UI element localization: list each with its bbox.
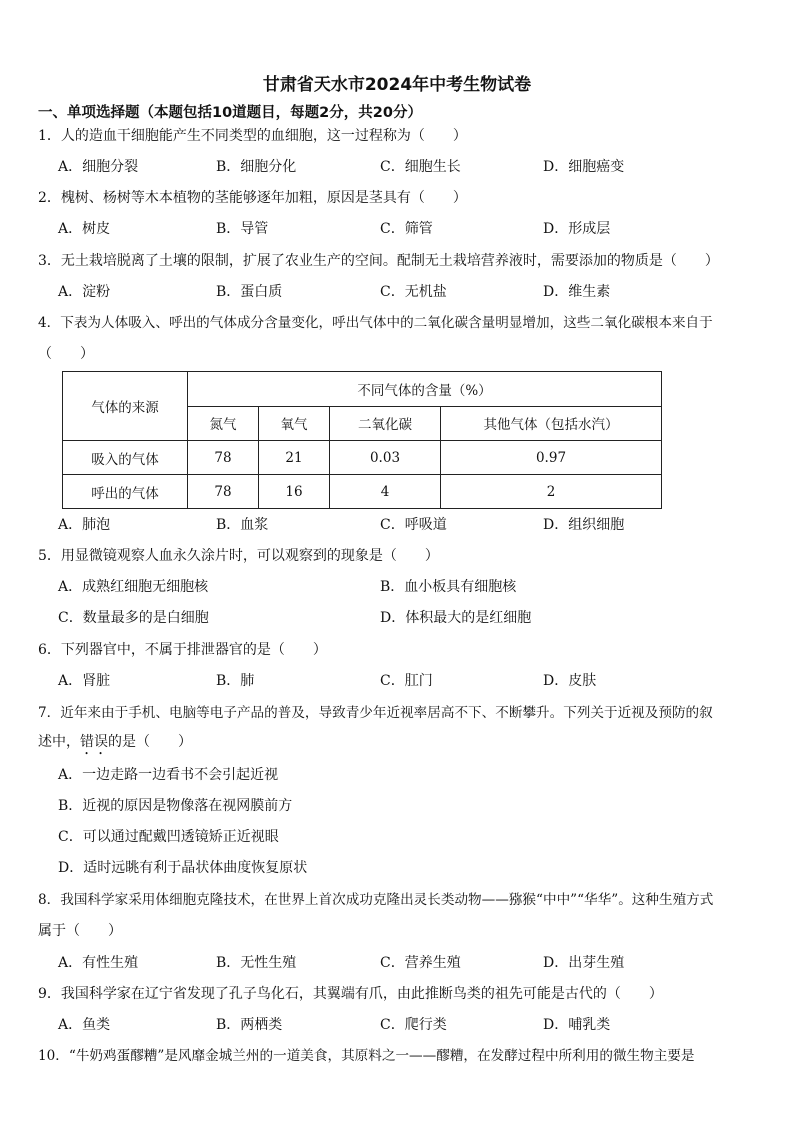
question-3-stem: 3．无土栽培脱离了土壤的限制，扩展了农业生产的空间。配制无土栽培营养液时，需要添加的物质是（ ） bbox=[38, 253, 719, 269]
q3-option-a: A．淀粉 bbox=[58, 284, 111, 300]
q7-option-c: C．可以通过配戴凹透镜矫正近视眼 bbox=[58, 829, 279, 845]
page-title: 甘肃省天水市2024年中考生物试卷 bbox=[262, 75, 532, 95]
question-4-stem-line1: 4．下表为人体吸入、呼出的气体成分含量变化，呼出气体中的二氧化碳含量明显增加，这些二氧化碳根本来自于 bbox=[38, 315, 713, 331]
table-cell: 78 bbox=[188, 475, 259, 509]
table-row bbox=[63, 475, 662, 509]
q2-option-d: D．形成层 bbox=[543, 221, 611, 237]
question-4-stem-line2: （ ） bbox=[38, 346, 94, 362]
q9-option-c: C．爬行类 bbox=[380, 1017, 447, 1033]
q8-option-c: C．营养生殖 bbox=[380, 955, 461, 971]
q7-stem-pre: 述中， bbox=[38, 734, 80, 750]
table-header-source: 气体的来源 bbox=[63, 372, 188, 441]
question-1-stem: 1．人的造血干细胞能产生不同类型的血细胞，这一过程称为（ ） bbox=[38, 128, 467, 144]
table-col-header: 氧气 bbox=[259, 406, 330, 441]
q5-option-c: C．数量最多的是白细胞 bbox=[58, 610, 209, 626]
table-row-label: 吸入的气体 bbox=[63, 441, 188, 475]
question-8-stem-line2: 属于（ ） bbox=[38, 923, 122, 939]
table-cell: 0.03 bbox=[330, 441, 441, 475]
question-9-stem: 9．我国科学家在辽宁省发现了孔子鸟化石，其翼端有爪，由此推断鸟类的祖先可能是古代的（ ） bbox=[38, 986, 663, 1002]
q1-option-b: B．细胞分化 bbox=[216, 159, 297, 175]
table-header-group: 不同气体的含量（%） bbox=[188, 372, 662, 407]
q5-option-b: B．血小板具有细胞核 bbox=[380, 579, 517, 595]
q4-option-c: C．呼吸道 bbox=[380, 517, 447, 533]
table-cell: 4 bbox=[330, 475, 441, 509]
q3-option-b: B．蛋白质 bbox=[216, 284, 283, 300]
question-5-stem: 5．用显微镜观察人血永久涂片时，可以观察到的现象是（ ） bbox=[38, 548, 439, 564]
q7-option-b: B．近视的原因是物像落在视网膜前方 bbox=[58, 798, 293, 814]
question-8-stem-line1: 8．我国科学家采用体细胞克隆技术，在世界上首次成功克隆出灵长类动物——猕猴“中中”“华华”。这种生殖方式 bbox=[38, 892, 714, 908]
gas-content-table bbox=[62, 371, 662, 509]
q2-option-c: C．筛管 bbox=[380, 221, 433, 237]
section-heading: 一、单项选择题（本题包括10道题目，每题2分，共20分） bbox=[38, 105, 422, 121]
q2-option-a: A．树皮 bbox=[58, 221, 111, 237]
q8-option-d: D．出芽生殖 bbox=[543, 955, 625, 971]
q6-option-b: B．肺 bbox=[216, 673, 255, 689]
question-7-stem-line2 bbox=[38, 733, 192, 758]
question-2-stem: 2．槐树、杨树等木本植物的茎能够逐年加粗，原因是茎具有（ ） bbox=[38, 190, 467, 206]
q7-stem-emphasis: 错误 bbox=[80, 734, 108, 750]
q1-option-c: C．细胞生长 bbox=[380, 159, 461, 175]
q5-option-a: A．成熟红细胞无细胞核 bbox=[58, 579, 209, 595]
table-col-header: 氮气 bbox=[188, 406, 259, 441]
q6-option-a: A．肾脏 bbox=[58, 673, 111, 689]
q9-option-b: B．两栖类 bbox=[216, 1017, 283, 1033]
question-6-stem: 6．下列器官中，不属于排泄器官的是（ ） bbox=[38, 642, 327, 658]
q8-option-a: A．有性生殖 bbox=[58, 955, 139, 971]
q6-option-c: C．肛门 bbox=[380, 673, 433, 689]
q2-option-b: B．导管 bbox=[216, 221, 269, 237]
q8-option-b: B．无性生殖 bbox=[216, 955, 297, 971]
q4-option-b: B．血浆 bbox=[216, 517, 269, 533]
table-col-header: 二氧化碳 bbox=[330, 406, 441, 441]
q9-option-d: D．哺乳类 bbox=[543, 1017, 611, 1033]
question-10-stem: 10．“牛奶鸡蛋醪糟”是风靡金城兰州的一道美食，其原料之一——醪糟，在发酵过程中所利用的微生物主要是 bbox=[38, 1048, 695, 1064]
q1-option-d: D．细胞癌变 bbox=[543, 159, 625, 175]
q5-option-d: D．体积最大的是红细胞 bbox=[380, 610, 532, 626]
q1-option-a: A．细胞分裂 bbox=[58, 159, 139, 175]
q4-option-a: A．肺泡 bbox=[58, 517, 111, 533]
q7-option-d: D．适时远眺有利于晶状体曲度恢复原状 bbox=[58, 860, 308, 876]
q9-option-a: A．鱼类 bbox=[58, 1017, 111, 1033]
table-row bbox=[63, 441, 662, 475]
table-row-label: 呼出的气体 bbox=[63, 475, 188, 509]
q3-option-c: C．无机盐 bbox=[380, 284, 447, 300]
q3-option-d: D．维生素 bbox=[543, 284, 611, 300]
table-col-header: 其他气体（包括水汽） bbox=[441, 406, 662, 441]
table-cell: 16 bbox=[259, 475, 330, 509]
table-cell: 78 bbox=[188, 441, 259, 475]
q4-option-d: D．组织细胞 bbox=[543, 517, 625, 533]
q7-stem-post: 的是（ ） bbox=[108, 734, 192, 750]
table-cell: 21 bbox=[259, 441, 330, 475]
table-cell: 2 bbox=[441, 475, 662, 509]
q6-option-d: D．皮肤 bbox=[543, 673, 597, 689]
q7-option-a: A．一边走路一边看书不会引起近视 bbox=[58, 767, 279, 783]
question-7-stem-line1: 7．近年来由于手机、电脑等电子产品的普及，导致青少年近视率居高不下、不断攀升。下列关于近视及预防的叙 bbox=[38, 705, 713, 721]
table-cell: 0.97 bbox=[441, 441, 662, 475]
